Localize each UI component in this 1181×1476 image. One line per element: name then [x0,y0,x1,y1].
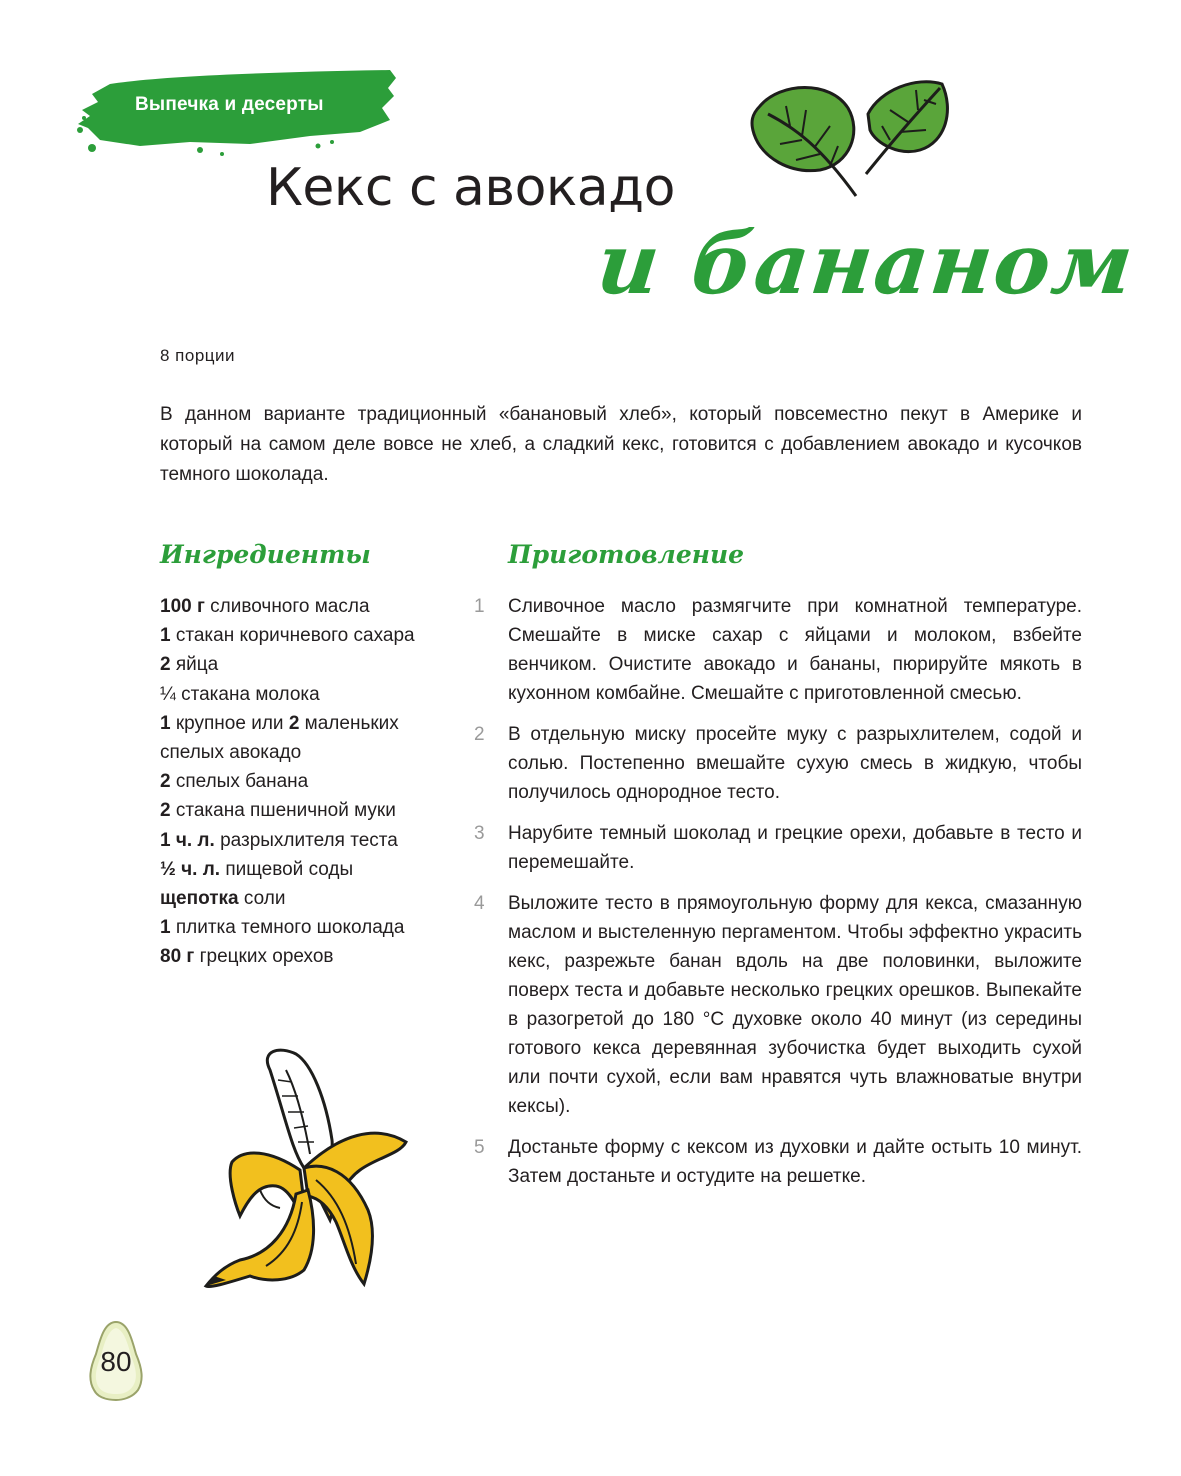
list-item: ½ ч. л. пищевой соды [160,858,354,880]
step-text: Выложите тесто в прямоугольную форму для кекса, смазанную маслом и выстеленную пергаментом. Чтобы эффектно украсить кекс, разрежьте банан вдоль на две половинки, выложите поверх теста и добавьте несколько грецких орешков. Выпекайте в разогретой до 180 °C духовке около 40 минут (из середины готового кекса деревянная зубочистка будет выходить сухой или почти сухой, если вам нравятся чуть влажноватые внутри кексы). [508,893,1082,1117]
recipe-title-accent: и бананом [592,214,1140,313]
preparation-steps [474,592,1082,1203]
peeled-banana-icon [200,1030,430,1300]
step-item [474,819,1082,877]
step-number: 4 [474,893,485,914]
step-text: В отдельную миску просейте муку с разрыхлителем, содой и солью. Постепенно вмешайте сухую смесь в жидкую, чтобы получилось однородное тесто. [508,724,1082,803]
step-number: 3 [474,823,485,844]
step-item [474,1133,1082,1191]
step-number: 5 [474,1137,485,1158]
list-item: 100 г сливочного масла [160,596,370,617]
category-label [70,66,400,166]
list-item: 1 стакан коричневого сахара [160,625,415,647]
list-item: 1 ч. л. разрыхлителя теста [160,829,398,851]
list-item: 2 стакана пшеничной муки [160,800,396,822]
step-text: Нарубите темный шоколад и грецкие орехи, добавьте в тесто и перемешайте. [508,823,1082,873]
step-item [474,720,1082,807]
brush-stroke-background [70,66,400,166]
step-item [474,592,1082,708]
step-text: Сливочное масло размягчите при комнатной температуре. Смешайте в миске сахар с яйцами и молоком, взбейте венчиком. Очистите авокадо и бананы, пюрируйте мякоть в кухонном комбайне. Смешайте с приготовленной смесью. [508,596,1082,704]
ingredients-heading: Ингредиенты [160,540,371,569]
list-item: 2 яйца [160,654,219,676]
list-item: ¼ стакана молока [160,683,320,705]
servings: 8 порции [160,346,236,365]
intro-paragraph: В данном варианте традиционный «банановый хлеб», который повсеместно пекут в Америке и который на самом деле вовсе не хлеб, а сладкий кекс, готовится с добавлением авокадо и кусочков темного шоколада. [160,404,1082,485]
list-item: 2 спелых банана [160,771,309,793]
list-item: 1 плитка темного шоколада [160,917,405,939]
list-item: щепотка соли [160,888,286,910]
list-item: 80 г грецких орехов [160,946,334,968]
spinach-leaves-icon [740,70,960,210]
ingredients-list [160,592,460,972]
preparation-heading: Приготовление [508,540,745,569]
step-number: 1 [474,596,485,617]
step-item [474,889,1082,1121]
page-number: 80 [100,1346,132,1377]
recipe-title: Кекс с авокадо [266,158,675,218]
step-text: Достаньте форму с кексом из духовки и дайте остыть 10 минут. Затем достаньте и остудите на решетке. [508,1137,1082,1187]
list-item: 1 крупное или 2 маленьких спелых авокадо [160,712,399,764]
category-text: Выпечка и десерты [135,94,324,115]
step-number: 2 [474,724,485,745]
